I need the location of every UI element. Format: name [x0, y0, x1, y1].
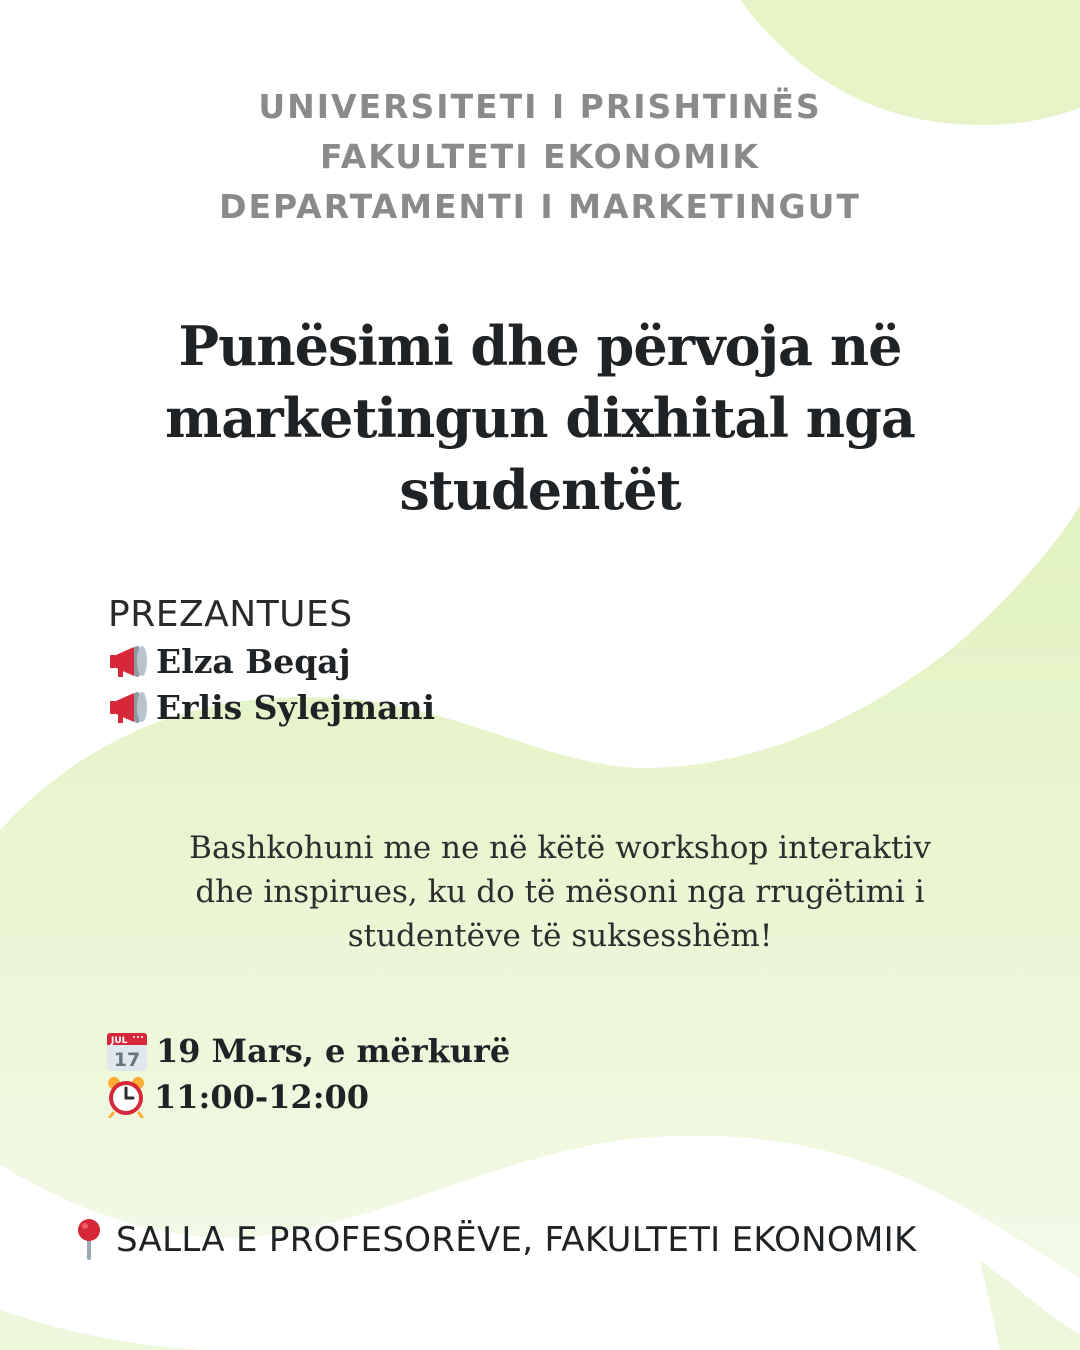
- presenter-item: [108, 684, 435, 730]
- presenter-item: [108, 638, 435, 684]
- calendar-month: JUL: [111, 1036, 128, 1046]
- calendar-icon: [106, 1030, 148, 1072]
- location-text: SALLA E PROFESORËVE, FAKULTETI EKONOMIK: [116, 1220, 917, 1260]
- description-line-3: studentëve të suksesshëm!: [347, 918, 773, 954]
- presenter-name: Elza Beqaj: [156, 641, 351, 681]
- event-title: [90, 310, 990, 526]
- alarm-clock-icon: [106, 1076, 146, 1118]
- faculty-name: FAKULTETI EKONOMIK: [319, 137, 761, 176]
- department-name: DEPARTAMENTI I MARKETINGUT: [219, 187, 861, 226]
- event-description: [150, 826, 970, 958]
- event-time: 11:00-12:00: [154, 1078, 370, 1116]
- presenter-name: Erlis Sylejmani: [156, 687, 435, 727]
- event-date: 19 Mars, e mërkurë: [156, 1032, 511, 1070]
- calendar-day: 17: [113, 1049, 141, 1071]
- megaphone-icon: [108, 644, 150, 678]
- presenters-label: PREZANTUES: [108, 594, 353, 635]
- megaphone-icon: [108, 690, 150, 724]
- pin-icon: [74, 1218, 104, 1262]
- description-line-1: Bashkohuni me ne në këtë workshop interaktiv: [189, 830, 931, 866]
- presenters-section: [108, 592, 435, 730]
- event-time-row: [106, 1074, 510, 1120]
- title-line-1: Punësimi dhe përvoja në: [178, 314, 902, 378]
- description-line-2: dhe inspirues, ku do të mësoni nga rrugëtimi i: [195, 874, 925, 910]
- event-date-row: [106, 1028, 510, 1074]
- university-name: UNIVERSITETI I PRISHTINËS: [258, 87, 822, 126]
- event-location: [74, 1218, 917, 1262]
- institution-header: [0, 82, 1080, 232]
- title-line-3: studentët: [399, 458, 681, 522]
- event-details: [106, 1028, 510, 1120]
- title-line-2: marketingun dixhital nga: [165, 386, 915, 450]
